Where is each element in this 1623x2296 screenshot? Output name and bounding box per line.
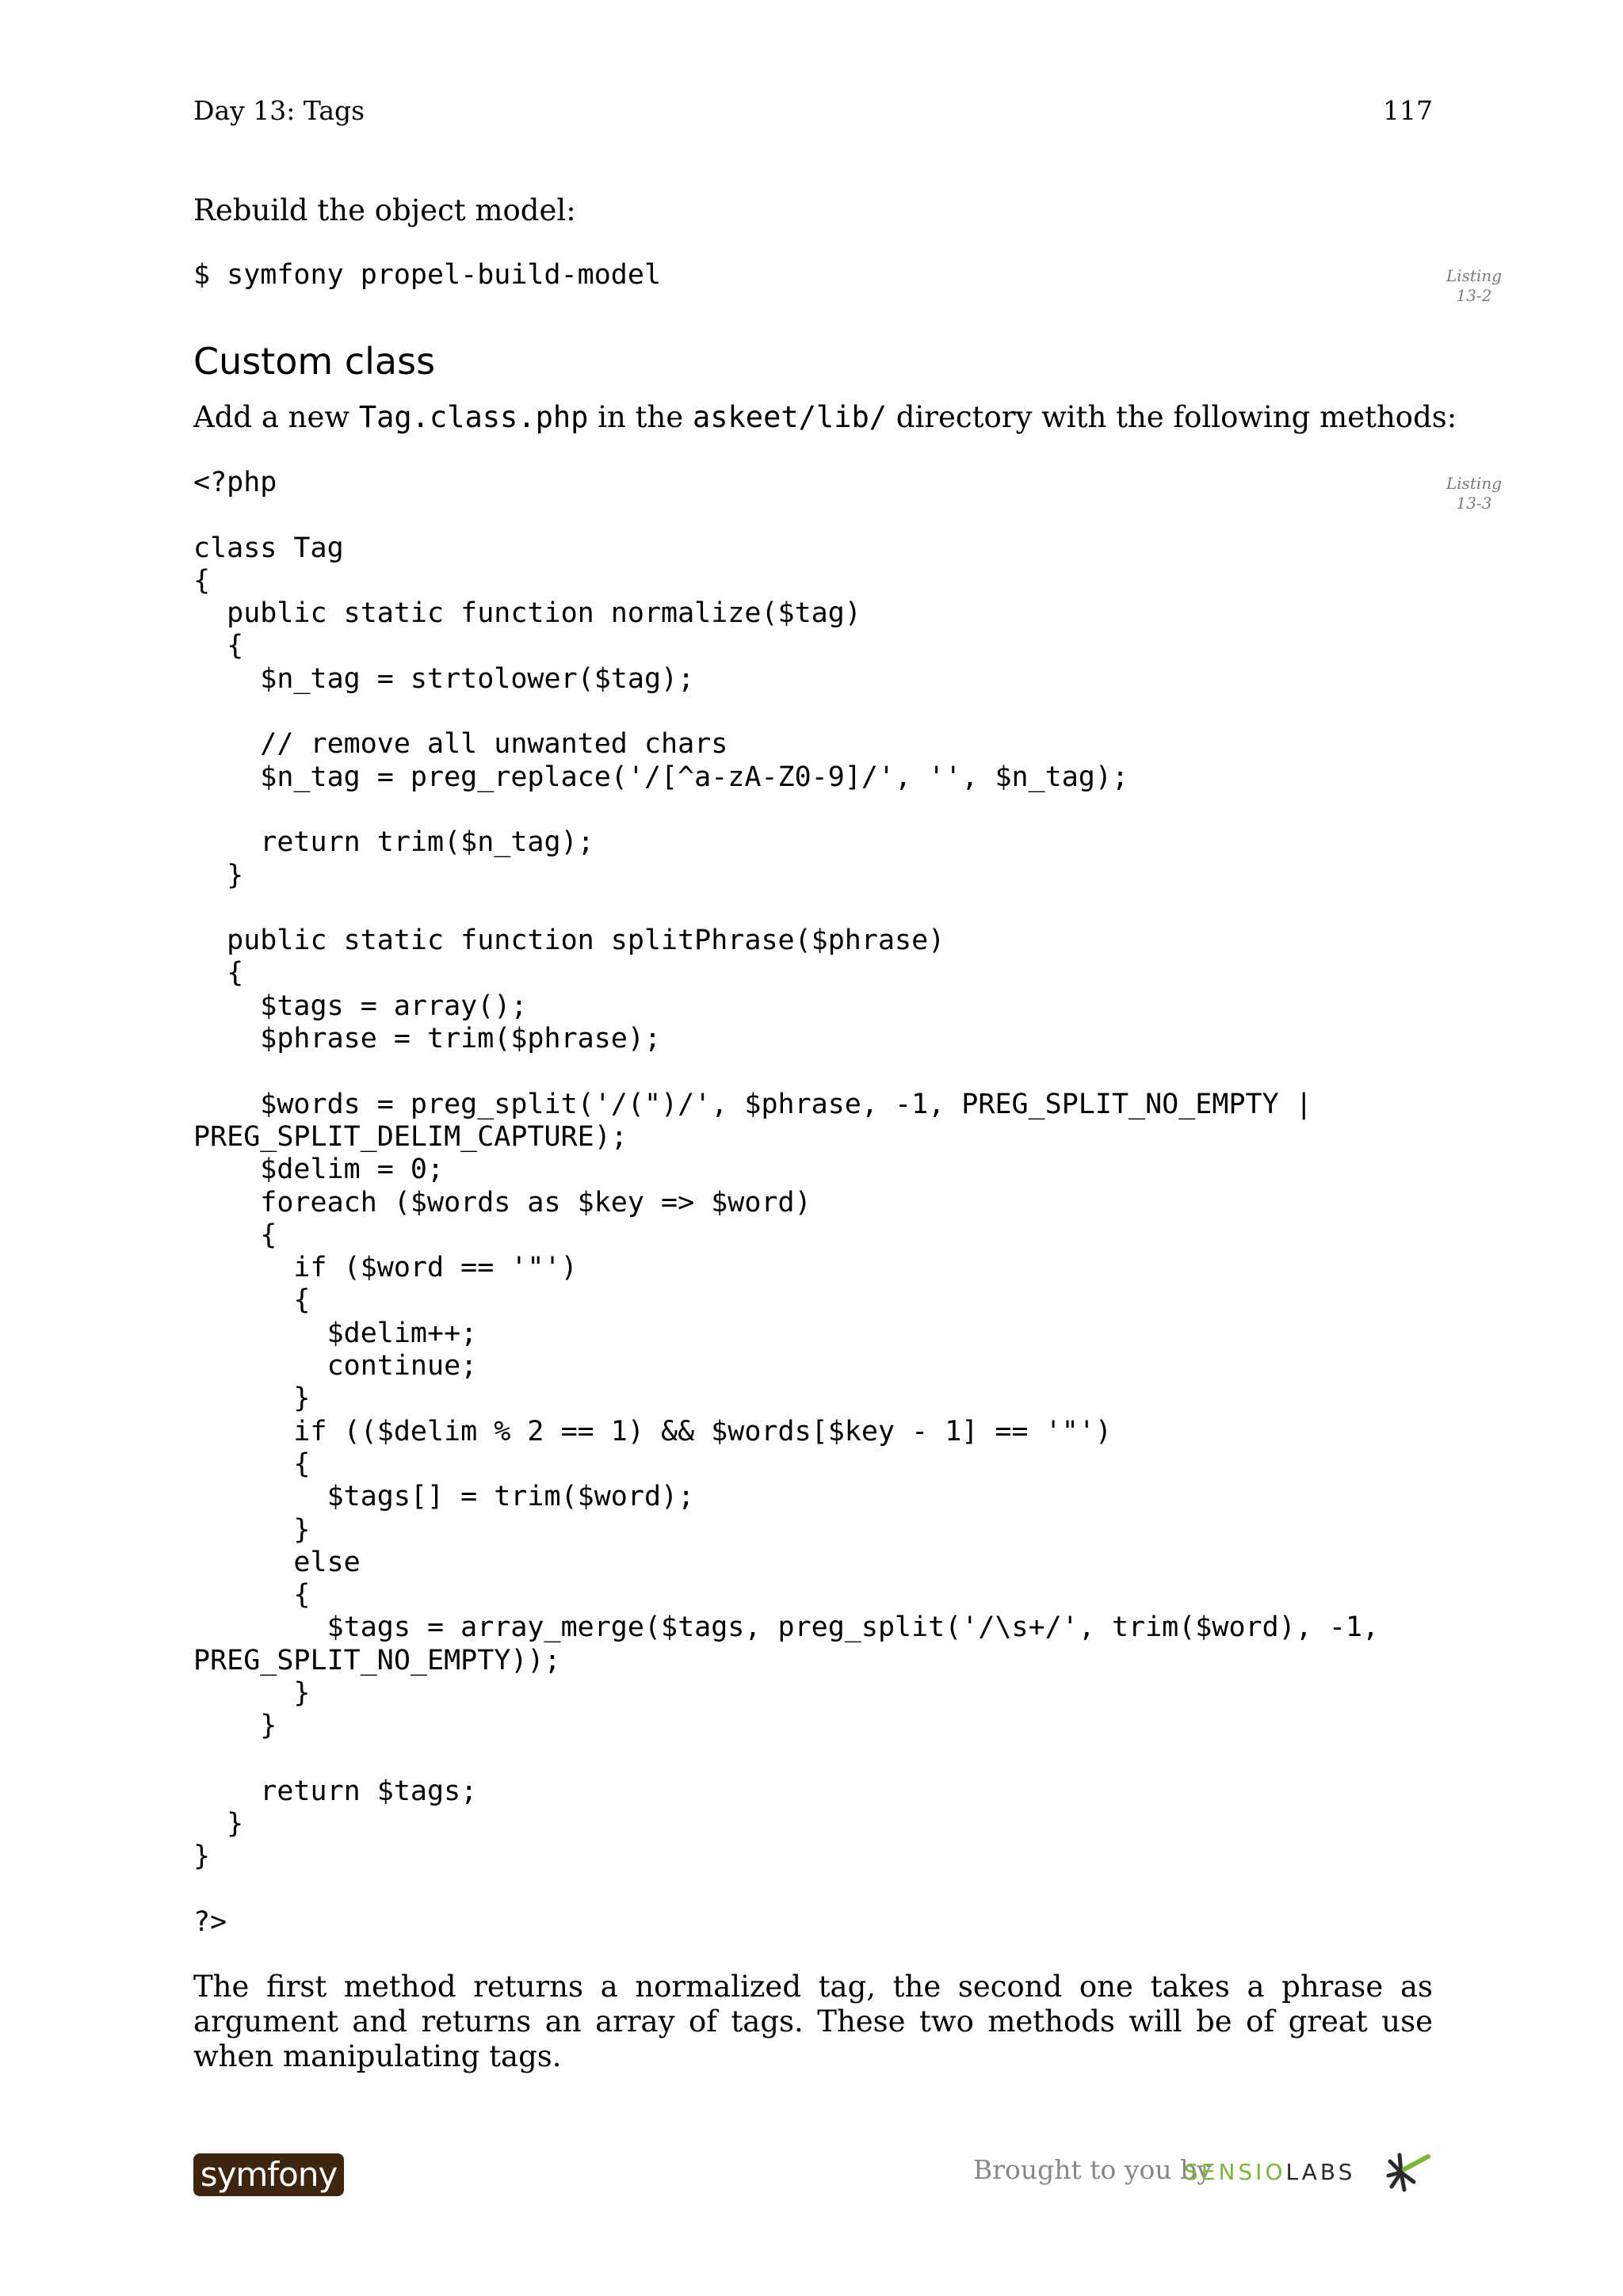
page-number: 117 xyxy=(1383,95,1433,126)
sensio-wordmark: SENSIO xyxy=(1184,2159,1286,2185)
brought-to-you-text: Brought to you by xyxy=(973,2154,1212,2185)
inline-code-filename: Tag.class.php xyxy=(358,400,589,434)
listing-13-2-code: $ symfony propel-build-model xyxy=(193,259,662,291)
para-text: in the xyxy=(588,400,693,434)
inline-code-directory: askeet/lib/ xyxy=(692,400,888,434)
listing-number: 13-2 xyxy=(1456,286,1492,305)
section-intro-paragraph xyxy=(193,400,1457,435)
running-head xyxy=(193,95,1433,133)
para-text: directory with the following methods: xyxy=(887,400,1457,434)
symfony-logo: symfony xyxy=(193,2153,344,2196)
intro-paragraph: Rebuild the object model: xyxy=(193,193,576,227)
labs-wordmark: LABS xyxy=(1285,2159,1356,2185)
listing-13-3-caption xyxy=(1426,474,1522,513)
sensiolabs-logo xyxy=(1184,2157,1355,2188)
listing-label: Listing xyxy=(1445,474,1503,493)
section-heading: Custom class xyxy=(193,340,436,383)
closing-paragraph: The first method returns a normalized tag, the second one takes a phrase as argument and returns an array of tags. These two methods will be of great use when manipulating tags. xyxy=(193,1970,1433,2073)
listing-label: Listing xyxy=(1445,266,1503,285)
para-text: Add a new xyxy=(193,400,359,434)
sensiolabs-star-icon xyxy=(1385,2152,1433,2193)
listing-number: 13-3 xyxy=(1456,494,1492,513)
chapter-title: Day 13: Tags xyxy=(193,95,365,126)
listing-13-3-code: <?php class Tag { public static function normalize($tag) { $n_tag = strtolower($tag); // remove all unwanted chars $n_tag = preg_replace('/[^a-zA-Z0-9]/', '', $n_tag); return trim($n_tag); } public static function splitPhrase($phrase) { $tags = array(); $phrase = trim($phrase); $words = preg_split('/(")/', $phrase, -1, PREG_SPLIT_NO_EMPTY | PREG_SPLIT_DELIM_CAPTURE); $delim = 0; foreach ($words as $key => $word) { if ($word == '"') { $delim++; continue; } if (($delim % 2 == 1) && $words[$key - 1] == '"') { $tags[] = trim($word); } else { $tags = array_merge($tags, preg_split('/\s+/', trim($word), -1, PREG_SPLIT_NO_EMPTY)); } } return $tags; } } ?> xyxy=(193,467,1380,1939)
listing-13-2-caption xyxy=(1426,266,1522,306)
